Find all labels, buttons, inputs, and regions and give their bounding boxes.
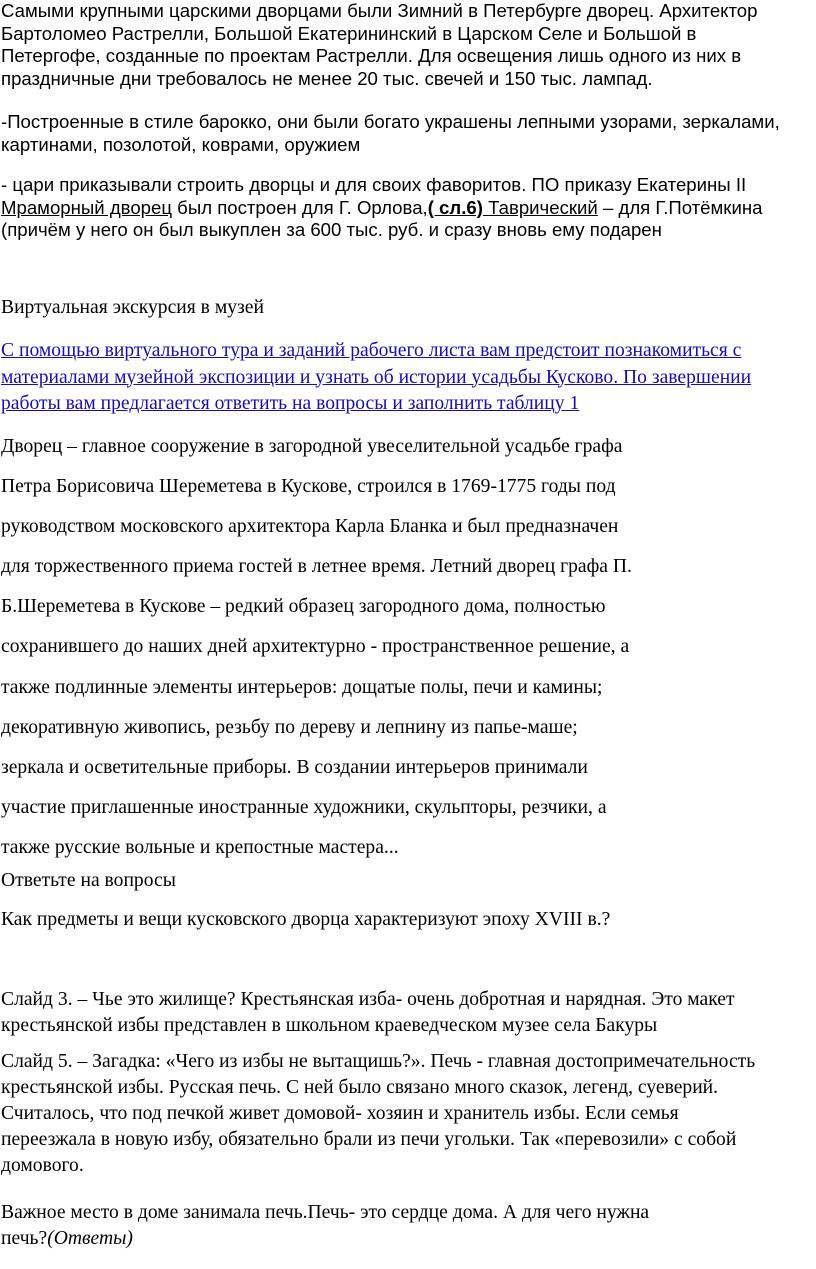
text-line: декоративную живопись, резьбу по дереву и лепнину из папье-маше;	[1, 716, 578, 738]
tauride-palace-link[interactable]: Таврический	[488, 196, 598, 218]
answer-heading: Ответьте на вопросы	[1, 870, 176, 891]
favorites-paragraph	[1, 174, 816, 242]
marble-palace-link[interactable]: Мраморный дворец	[1, 196, 173, 218]
text-line: праздничные дни требовалось не менее 20 тыс. свечей и 150 тыс. лампад.	[1, 67, 653, 89]
text-line: зеркала и осветительные приборы. В создании интерьеров принимали	[1, 756, 588, 778]
text-line: для торжественного приема гостей в летнее время. Летний дворец графа П.	[1, 556, 632, 578]
text-line: -Построенные в стиле барокко, они были богато украшены лепными узорами, зеркалами,	[1, 111, 780, 132]
link-line[interactable]: материалами музейной экспозиции и узнать об истории усадьбы Кусково. По завершении	[1, 366, 752, 388]
text-line: участие приглашенные иностранные художники, скульпторы, резчики, а	[1, 796, 607, 818]
question-text: Как предметы и вещи кусковского дворца характеризуют эпоху XVIII в.?	[1, 909, 611, 930]
section-heading: Виртуальная экскурсия в музей	[1, 297, 264, 318]
text-line: Бартоломео Растрелли, Большой Екатерининский в Царском Селе и Большой в	[1, 22, 697, 44]
text-line: - цари приказывали строить дворцы и для своих фаворитов. ПО приказу Екатерины II	[1, 174, 747, 195]
slide-3-paragraph	[1, 987, 816, 1039]
slide-reference[interactable]: ( сл.6)	[427, 196, 489, 218]
text-line: также подлинные элементы интерьеров: дощатые полы, печи и камины;	[1, 676, 603, 698]
text-line: Дворец – главное сооружение в загородной увеселительной усадьбе графа	[1, 436, 623, 457]
text-line: сохранившего до наших дней архитектурно - пространственное решение, а	[1, 636, 630, 658]
answers-label: (Ответы)	[47, 1228, 133, 1249]
text-line: домового.	[1, 1155, 84, 1176]
slide-5-paragraph	[1, 1049, 816, 1179]
text-line: Мраморный дворец был построен для Г. Орлова,( сл.6) Таврический – для Г.Потёмкина	[1, 196, 763, 218]
text-line: Слайд 3. – Чье это жилище? Крестьянская изба- очень добротная и нарядная. Это макет	[1, 989, 735, 1010]
text-line: переезжала в новую избу, обязательно брали из печи угольки. Так «перевозили» с собой	[1, 1129, 737, 1150]
palace-description	[1, 427, 816, 868]
text-line: Петергофе, созданные по проектам Растрелли. Для освещения лишь одного из них в	[1, 45, 742, 66]
text-line: крестьянской избы. Русская печь. С ней было связано много сказок, легенд, суеверий.	[1, 1077, 719, 1098]
text-line: Б.Шереметева в Кускове – редкий образец загородного дома, полностью	[1, 596, 606, 618]
text-line: картинами, позолотой, коврами, оружием	[1, 133, 361, 155]
text-line: руководством московского архитектора Карла Бланка и был предназначен	[1, 516, 619, 538]
baroque-paragraph	[1, 111, 816, 156]
text-line: Самыми крупными царскими дворцами были Зимний в Петербурге дворец. Архитектор	[1, 0, 758, 21]
text-line: также русские вольные и крепостные мастера...	[1, 836, 399, 858]
virtual-tour-link[interactable]	[1, 338, 816, 418]
stove-paragraph	[1, 1200, 816, 1252]
link-line[interactable]: С помощью виртуального тура и заданий рабочего листа вам предстоит познакомиться с	[1, 340, 742, 361]
text-line: Важное место в доме занимала печь.Печь- это сердце дома. А для чего нужна	[1, 1202, 650, 1223]
text-line: (причём у него он был выкуплен за 600 тыс. руб. и сразу вновь ему подарен	[1, 219, 662, 240]
text-line: печь?(Ответы)	[1, 1228, 133, 1249]
palaces-paragraph	[1, 0, 816, 90]
text-line: Слайд 5. – Загадка: «Чего из избы не вытащишь?». Печь - главная достопримечательность	[1, 1051, 756, 1072]
link-line[interactable]: работы вам предлагается ответить на вопросы и заполнить таблицу 1	[1, 393, 580, 414]
text-line: крестьянской избы представлен в школьном краеведческом музее села Бакуры	[1, 1015, 658, 1036]
text-line: Считалось, что под печкой живет домовой- хозяин и хранитель избы. Если семья	[1, 1103, 679, 1124]
text-line: Петра Борисовича Шереметева в Кускове, строился в 1769-1775 годы под	[1, 476, 616, 498]
